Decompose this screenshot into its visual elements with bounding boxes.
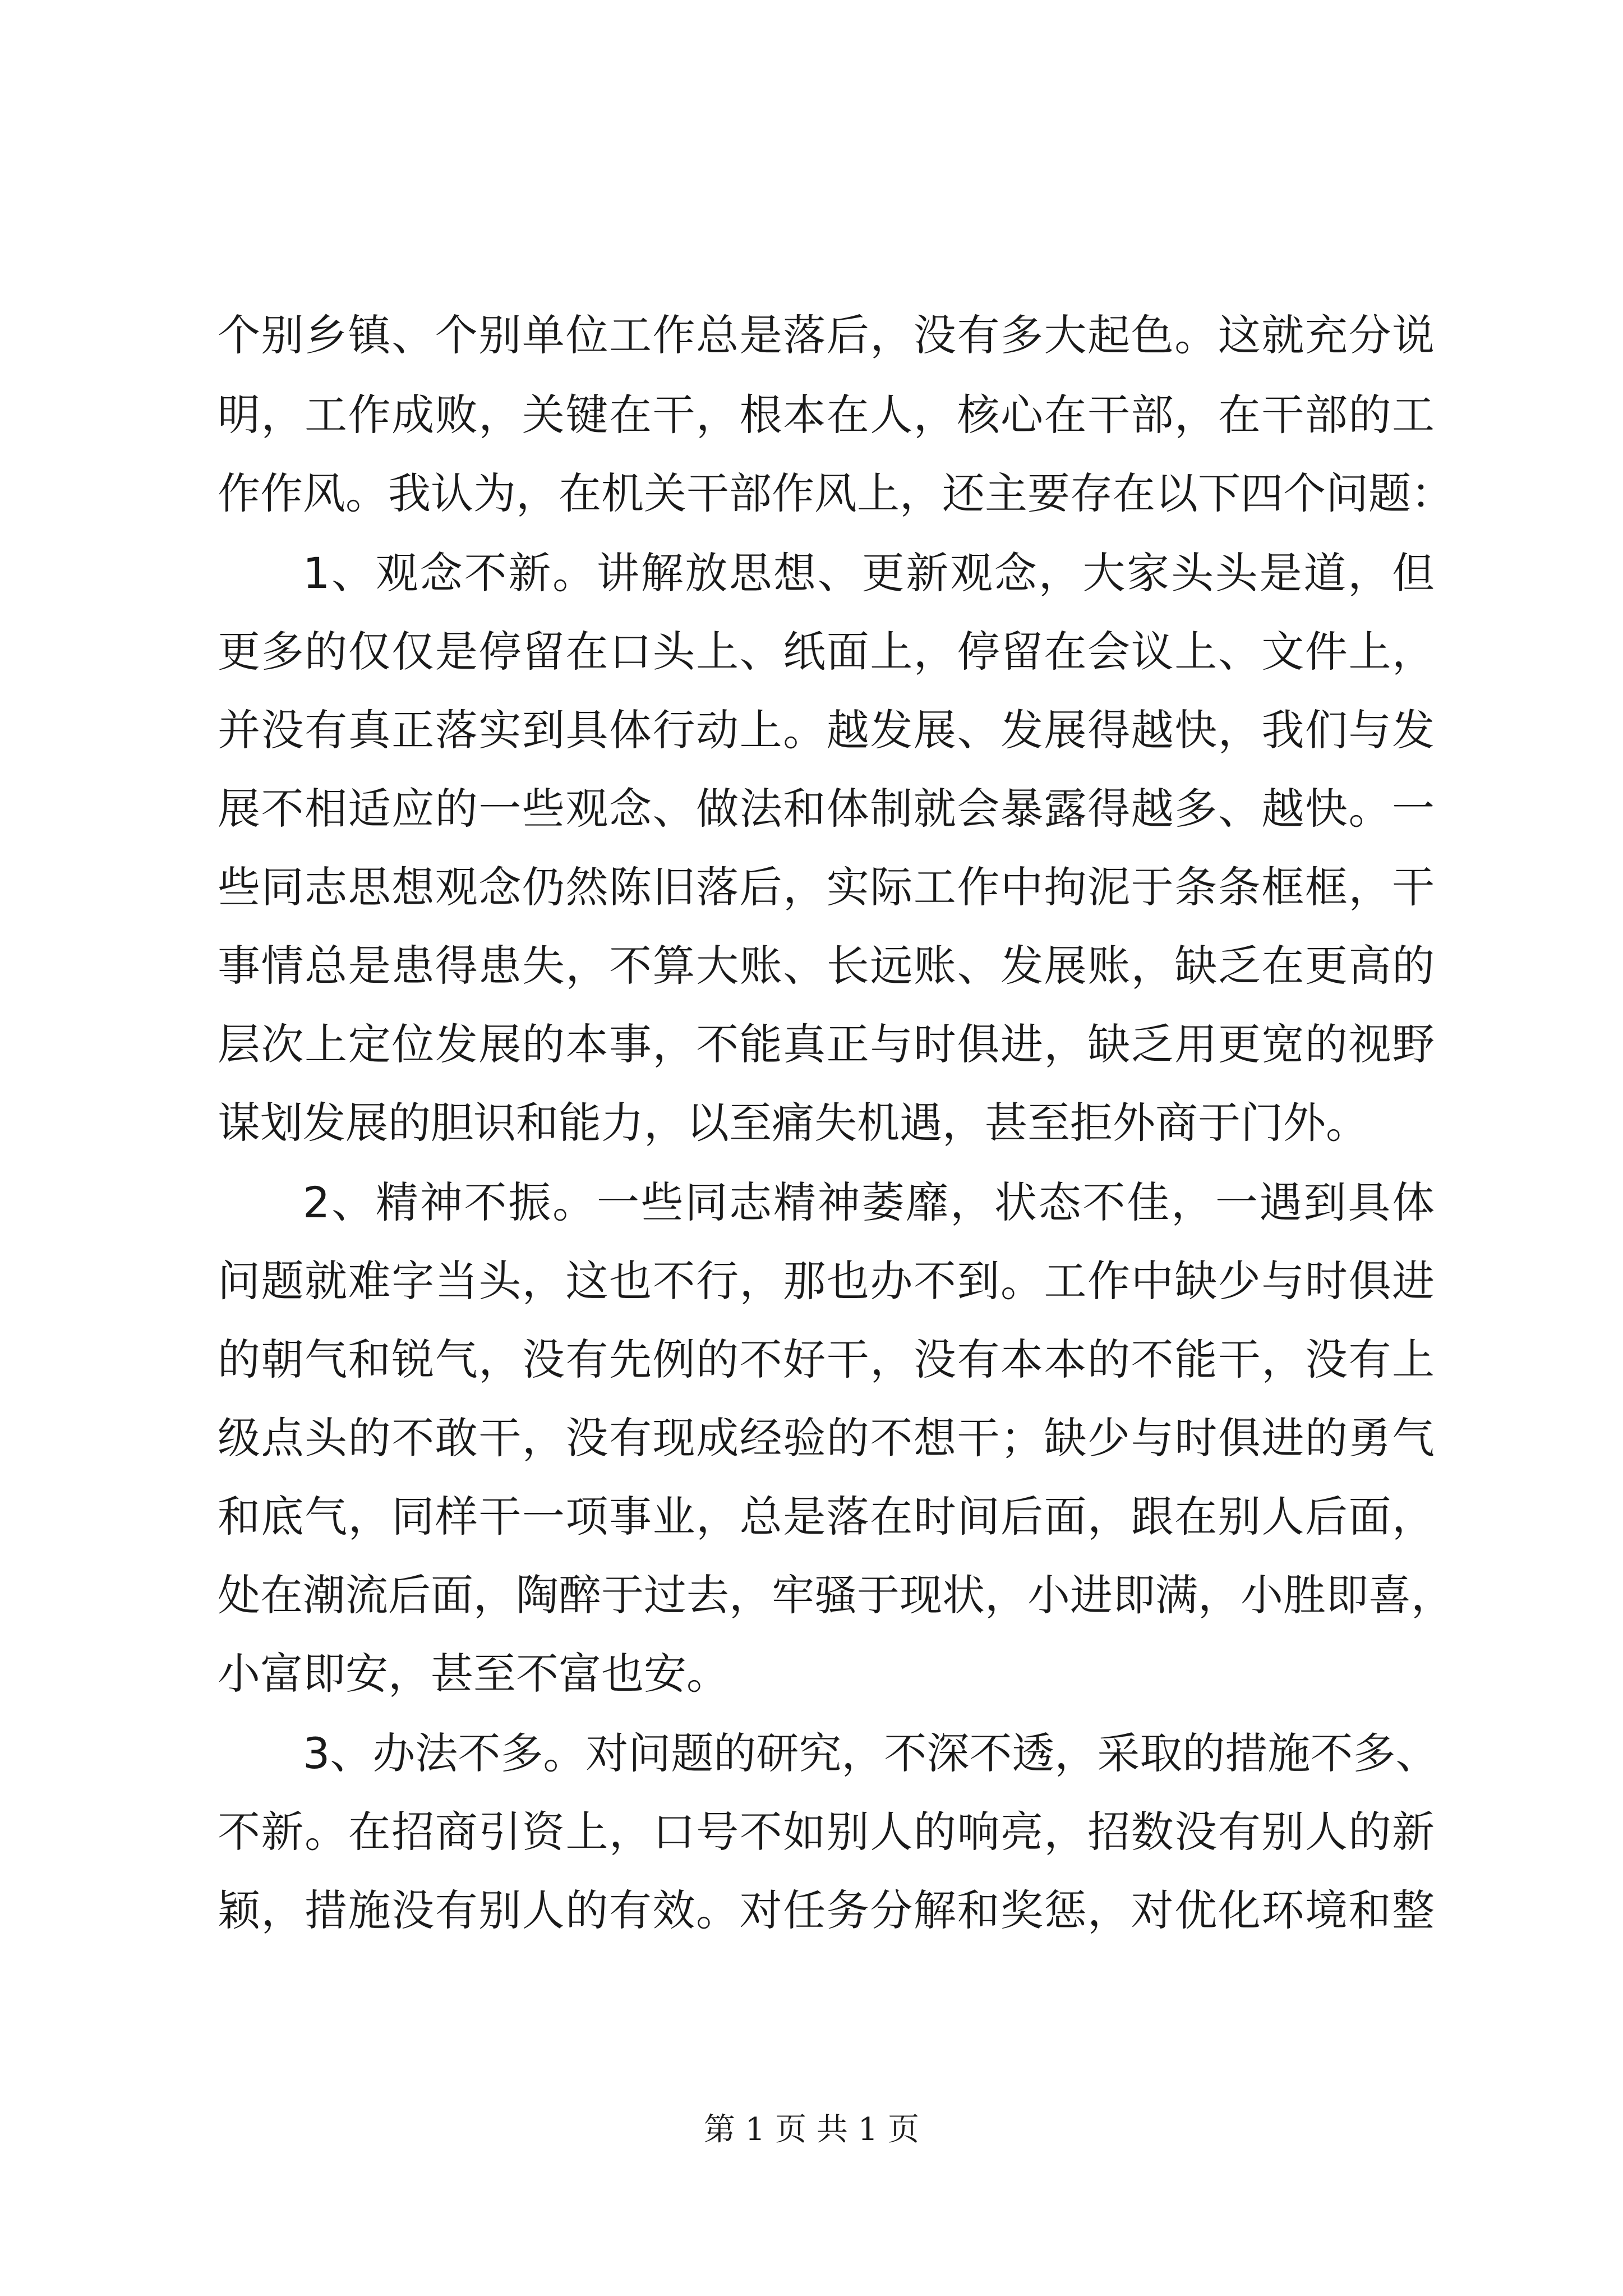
text-line: 的朝气和锐气，没有先例的不好干，没有本本的不能干，没有上	[218, 1335, 1435, 1384]
text-line: 不新。在招商引资上，口号不如别人的响亮，招数没有别人的新	[218, 1807, 1435, 1857]
text-line: 2、精神不振。一些同志精神萎靡，状态不佳，一遇到具体	[303, 1177, 1435, 1227]
text-line: 颖，措施没有别人的有效。对任务分解和奖惩，对优化环境和整	[218, 1885, 1435, 1935]
text-line: 事情总是患得患失，不算大账、长远账、发展账，缺乏在更高的	[218, 941, 1435, 991]
text-line: 级点头的不敢干，没有现成经验的不想干；缺少与时俱进的勇气	[218, 1413, 1435, 1463]
page-footer: 第 1 页 共 1 页	[703, 2111, 920, 2148]
text-line: 谋划发展的胆识和能力，以至痛失机遇，甚至拒外商于门外。	[218, 1098, 1368, 1148]
text-line: 问题就难字当头，这也不行，那也办不到。工作中缺少与时俱进	[218, 1256, 1435, 1306]
text-line: 和底气，同样干一项事业，总是落在时间后面，跟在别人后面，	[218, 1492, 1435, 1542]
text-line: 层次上定位发展的本事，不能真正与时俱进，缺乏用更宽的视野	[218, 1019, 1435, 1069]
text-line: 1、观念不新。讲解放思想、更新观念，大家头头是道，但	[303, 548, 1435, 598]
text-line: 展不相适应的一些观念、做法和体制就会暴露得越多、越快。一	[218, 784, 1435, 834]
text-line: 些同志思想观念仍然陈旧落后，实际工作中拘泥于条条框框，干	[218, 862, 1435, 912]
text-line: 3、办法不多。对问题的研究，不深不透，采取的措施不多、	[303, 1728, 1438, 1778]
text-line: 个别乡镇、个别单位工作总是落后，没有多大起色。这就充分说	[218, 310, 1435, 360]
text-line: 作作风。我认为，在机关干部作风上，还主要存在以下四个问题：	[218, 468, 1454, 518]
text-line: 处在潮流后面，陶醉于过去，牢骚于现状，小进即满，小胜即喜，	[218, 1570, 1454, 1620]
text-line: 更多的仅仅是停留在口头上、纸面上，停留在会议上、文件上，	[218, 627, 1435, 677]
text-line: 明，工作成败，关键在干，根本在人，核心在干部，在干部的工	[218, 390, 1435, 440]
text-line: 并没有真正落实到具体行动上。越发展、发展得越快，我们与发	[218, 705, 1435, 755]
text-line: 小富即安，甚至不富也安。	[218, 1649, 729, 1699]
